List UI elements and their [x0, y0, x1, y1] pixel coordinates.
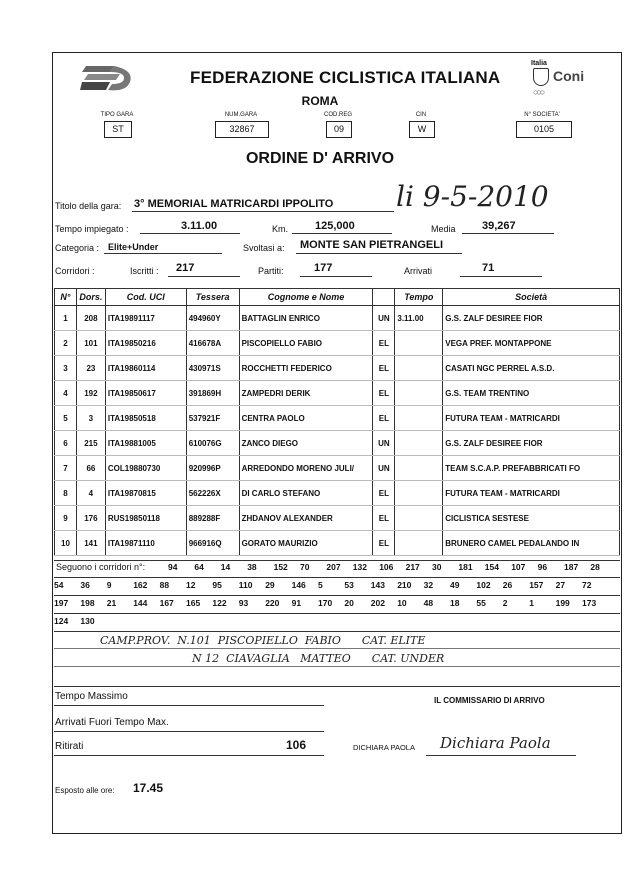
field-num-gara: 32867	[215, 121, 269, 138]
cell-tessera: 562226X	[186, 481, 239, 506]
table-row	[55, 431, 620, 456]
riders-label: Corridori :	[55, 266, 95, 276]
col-header-dors: Dors.	[76, 289, 105, 306]
cell-dors: 4	[76, 481, 105, 506]
table-row	[55, 481, 620, 506]
cell-team: CICLISTICA SESTESE	[443, 506, 620, 531]
follower-number: 10	[397, 598, 407, 608]
cell-team: FUTURA TEAM - MATRICARDI	[443, 481, 620, 506]
table-row	[55, 331, 620, 356]
follower-number: 27	[555, 580, 566, 590]
field-societa: 0105	[516, 121, 572, 138]
cell-pos: 9	[55, 506, 77, 531]
followers-label: Seguono i corridori n°:	[56, 562, 146, 572]
cell-uci: ITA19881005	[105, 431, 186, 456]
follower-number: 130	[80, 616, 95, 626]
cell-cat: EL	[373, 356, 395, 381]
table-header-row	[55, 289, 620, 306]
cell-team: BRUNERO CAMEL PEDALANDO IN	[443, 531, 620, 556]
cell-tessera: 610076G	[186, 431, 239, 456]
cell-time	[395, 456, 443, 481]
cell-cat: EL	[373, 506, 395, 531]
follower-number: 26	[502, 580, 513, 590]
cell-tessera: 889288F	[186, 506, 239, 531]
cell-name: ZANCO DIEGO	[239, 431, 373, 456]
cell-team: TEAM S.C.A.P. PREFABBRICATI FO	[443, 456, 620, 481]
cell-uci: ITA19860114	[105, 356, 186, 381]
follower-number: 55	[476, 598, 486, 608]
km-label: Km.	[272, 224, 289, 234]
cell-team: VEGA PREF. MONTAPPONE	[443, 331, 620, 356]
esposto-value: 17.45	[133, 781, 164, 795]
cell-cat: EL	[373, 531, 395, 556]
place-label: Svoltasi a:	[243, 243, 285, 253]
cell-tessera: 494960Y	[186, 306, 239, 331]
document-title: ORDINE D' ARRIVO	[245, 150, 395, 167]
followers-line-2	[54, 577, 620, 595]
cell-dors: 192	[76, 381, 105, 406]
cell-name: ZAMPEDRI DERIK	[239, 381, 373, 406]
field-cod-reg: 09	[326, 121, 352, 138]
follower-number: 199	[555, 598, 570, 608]
cell-tessera: 391869H	[186, 381, 239, 406]
cell-cat: UN	[373, 306, 395, 331]
coni-logo	[531, 60, 591, 100]
follower-number: 198	[80, 598, 95, 608]
cell-name: ARREDONDO MORENO JULI/	[239, 456, 373, 481]
follower-number: 72	[582, 580, 592, 590]
field-label-tipo-gara: TIPO GARA	[100, 112, 134, 118]
follower-number: 106	[379, 562, 394, 572]
handwritten-date: li 9-5-2010	[396, 180, 549, 213]
followers-line-3	[54, 595, 620, 613]
cell-time	[395, 481, 443, 506]
follower-number: 2	[502, 598, 508, 608]
follower-number: 95	[212, 580, 222, 590]
cell-name: CENTRA PAOLO	[239, 406, 373, 431]
follower-number: 96	[537, 562, 548, 572]
follower-number: 210	[397, 580, 412, 590]
followers-line-4	[54, 613, 620, 631]
follower-number: 53	[344, 580, 354, 590]
follower-number: 28	[590, 562, 600, 572]
table-row	[55, 456, 620, 481]
cell-name: DI CARLO STEFANO	[239, 481, 373, 506]
follower-number: 32	[423, 580, 434, 590]
cell-dors: 101	[76, 331, 105, 356]
arrivati-value: 71	[482, 262, 495, 274]
cell-pos: 8	[55, 481, 77, 506]
follower-number: 170	[318, 598, 333, 608]
follower-number: 64	[194, 562, 204, 572]
follower-number: 197	[54, 598, 69, 608]
cell-tessera: 416678A	[186, 331, 239, 356]
cell-team: G.S. ZALF DESIREE FIOR	[443, 431, 620, 456]
followers-line-1-numbers	[54, 559, 620, 577]
col-header-tessera: Tessera	[186, 289, 239, 306]
follower-number: 143	[370, 580, 385, 590]
cell-cat: EL	[373, 331, 395, 356]
table-row	[55, 306, 620, 331]
follower-number: 110	[238, 580, 253, 590]
category-value: Elite+Under	[108, 242, 159, 252]
cell-name: PISCOPIELLO FABIO	[239, 331, 373, 356]
follower-number: 152	[273, 562, 288, 572]
cell-pos: 6	[55, 431, 77, 456]
cell-dors: 66	[76, 456, 105, 481]
coni-small-label: Italia	[531, 60, 547, 67]
olympic-rings-icon: ○○○	[533, 87, 544, 97]
cell-name: ZHDANOV ALEXANDER	[239, 506, 373, 531]
coni-shield-icon	[533, 68, 549, 86]
cell-time	[395, 406, 443, 431]
fuori-tempo-label: Arrivati Fuori Tempo Max.	[55, 717, 169, 728]
cell-dors: 208	[76, 306, 105, 331]
cell-pos: 4	[55, 381, 77, 406]
cell-pos: 3	[55, 356, 77, 381]
cell-team: G.S. TEAM TRENTINO	[443, 381, 620, 406]
cell-pos: 2	[55, 331, 77, 356]
table-row	[55, 381, 620, 406]
dichiara-label: DICHIARA PAOLA	[353, 743, 415, 752]
follower-number: 167	[159, 598, 174, 608]
cell-pos: 5	[55, 406, 77, 431]
follower-number: 207	[326, 562, 341, 572]
cell-uci: ITA19871110	[105, 531, 186, 556]
commissario-label: IL COMMISSARIO DI ARRIVO	[434, 696, 545, 705]
esposto-label: Esposto alle ore:	[55, 786, 115, 795]
cell-dors: 215	[76, 431, 105, 456]
field-label-societa: N° SOCIETA'	[524, 112, 560, 118]
arrivati-label: Arrivati	[404, 266, 433, 276]
col-header-team: Società	[443, 289, 620, 306]
cell-time: 3.11.00	[395, 306, 443, 331]
follower-number: 70	[300, 562, 310, 572]
cell-dors: 141	[76, 531, 105, 556]
handwritten-note-1: CAMP.PROV. N.101 PISCOPIELLO FABIO CAT. ELITE	[100, 634, 426, 647]
follower-number: 9	[106, 580, 112, 590]
cell-uci: COL19880730	[105, 456, 186, 481]
cell-tessera: 537921F	[186, 406, 239, 431]
follower-number: 30	[432, 562, 442, 572]
follower-number: 124	[54, 616, 69, 626]
follower-number: 217	[405, 562, 420, 572]
field-label-cin: CIN	[415, 112, 427, 118]
follower-number: 36	[80, 580, 90, 590]
cell-team: FUTURA TEAM - MATRICARDI	[443, 406, 620, 431]
col-header-time: Tempo	[395, 289, 443, 306]
follower-number: 29	[265, 580, 275, 590]
cell-uci: ITA19850617	[105, 381, 186, 406]
follower-number: 162	[133, 580, 148, 590]
follower-number: 21	[106, 598, 117, 608]
follower-number: 18	[450, 598, 460, 608]
cell-uci: ITA19850216	[105, 331, 186, 356]
cell-dors: 23	[76, 356, 105, 381]
follower-number: 132	[352, 562, 367, 572]
time-label: Tempo impiegato :	[55, 224, 129, 234]
ritirati-label: Ritirati	[55, 741, 84, 752]
table-row	[55, 531, 620, 556]
cell-uci: RUS19850118	[105, 506, 186, 531]
cell-name: BATTAGLIN ENRICO	[239, 306, 373, 331]
signature: Dichiara Paola	[440, 734, 551, 752]
race-title: 3° MEMORIAL MATRICARDI IPPOLITO	[134, 198, 334, 210]
place-value: MONTE SAN PIETRANGELI	[300, 239, 444, 251]
field-label-cod-reg: COD.REG	[323, 112, 352, 118]
follower-number: 49	[450, 580, 460, 590]
table-row	[55, 406, 620, 431]
cell-cat: UN	[373, 431, 395, 456]
follower-number: 5	[318, 580, 323, 590]
follower-number: 220	[265, 598, 280, 608]
federation-title: FEDERAZIONE CICLISTICA ITALIANA	[190, 68, 501, 87]
col-header-uci: Cod. UCI	[105, 289, 186, 306]
cell-cat: UN	[373, 456, 395, 481]
table-row	[55, 356, 620, 381]
cell-pos: 10	[55, 531, 77, 556]
table-row	[55, 506, 620, 531]
follower-number: 91	[291, 598, 302, 608]
follower-number: 14	[220, 562, 231, 572]
follower-number: 202	[370, 598, 385, 608]
iscritti-value: 217	[176, 262, 195, 274]
cell-time	[395, 431, 443, 456]
cell-tessera: 920996P	[186, 456, 239, 481]
follower-number: 181	[458, 562, 473, 572]
media-label: Media	[431, 224, 456, 234]
cell-cat: EL	[373, 381, 395, 406]
iscritti-label: Iscritti :	[130, 266, 159, 276]
km-value: 125,000	[315, 220, 355, 232]
follower-number: 12	[186, 580, 196, 590]
time-value: 3.11.00	[181, 220, 218, 232]
follower-number: 154	[484, 562, 499, 572]
follower-number: 107	[511, 562, 526, 572]
field-tipo-gara: ST	[104, 121, 132, 138]
col-header-pos: N°	[55, 289, 77, 306]
col-header-name: Cognome e Nome	[239, 289, 373, 306]
cell-dors: 3	[76, 406, 105, 431]
follower-number: 146	[291, 580, 306, 590]
category-label: Categoria :	[55, 243, 100, 253]
cell-pos: 7	[55, 456, 77, 481]
cell-name: ROCCHETTI FEDERICO	[239, 356, 373, 381]
follower-number: 1	[529, 598, 534, 608]
cell-uci: ITA19870815	[105, 481, 186, 506]
cell-time	[395, 506, 443, 531]
cell-time	[395, 531, 443, 556]
cell-time	[395, 331, 443, 356]
coni-label: Coni	[553, 68, 585, 84]
follower-number: 38	[247, 562, 257, 572]
partiti-value: 177	[314, 262, 333, 274]
follower-number: 88	[159, 580, 170, 590]
cell-tessera: 430971S	[186, 356, 239, 381]
follower-number: 20	[344, 598, 354, 608]
cell-uci: ITA19891117	[105, 306, 186, 331]
follower-number: 165	[186, 598, 201, 608]
follower-number: 122	[212, 598, 227, 608]
cell-team: G.S. ZALF DESIREE FIOR	[443, 306, 620, 331]
cell-name: GORATO MAURIZIO	[239, 531, 373, 556]
cell-cat: EL	[373, 406, 395, 431]
follower-number: 144	[133, 598, 148, 608]
follower-number: 102	[476, 580, 491, 590]
cell-cat: EL	[373, 481, 395, 506]
field-cin: W	[409, 121, 435, 138]
cell-dors: 176	[76, 506, 105, 531]
cell-team: CASATI NGC PERREL A.S.D.	[443, 356, 620, 381]
follower-number: 48	[423, 598, 434, 608]
fci-logo-icon	[80, 62, 136, 94]
field-label-num-gara: NUM.GARA	[224, 112, 258, 118]
follower-number: 187	[564, 562, 579, 572]
cell-pos: 1	[55, 306, 77, 331]
follower-number: 94	[168, 562, 178, 572]
cell-uci: ITA19850518	[105, 406, 186, 431]
city-label: ROMA	[301, 94, 339, 108]
cell-time	[395, 381, 443, 406]
ritirati-value: 106	[286, 738, 307, 752]
col-header-cat	[373, 289, 395, 306]
race-title-label: Titolo della gara:	[55, 201, 122, 211]
follower-number: 173	[582, 598, 597, 608]
tempo-massimo-label: Tempo Massimo	[55, 691, 128, 702]
follower-number: 157	[529, 580, 544, 590]
cell-time	[395, 356, 443, 381]
partiti-label: Partiti:	[258, 266, 284, 276]
follower-number: 54	[54, 580, 64, 590]
cell-tessera: 966916Q	[186, 531, 239, 556]
handwritten-note-2: N 12 CIAVAGLIA MATTEO CAT. UNDER	[192, 652, 445, 665]
follower-number: 93	[238, 598, 249, 608]
media-value: 39,267	[482, 220, 516, 232]
results-table	[54, 288, 620, 556]
